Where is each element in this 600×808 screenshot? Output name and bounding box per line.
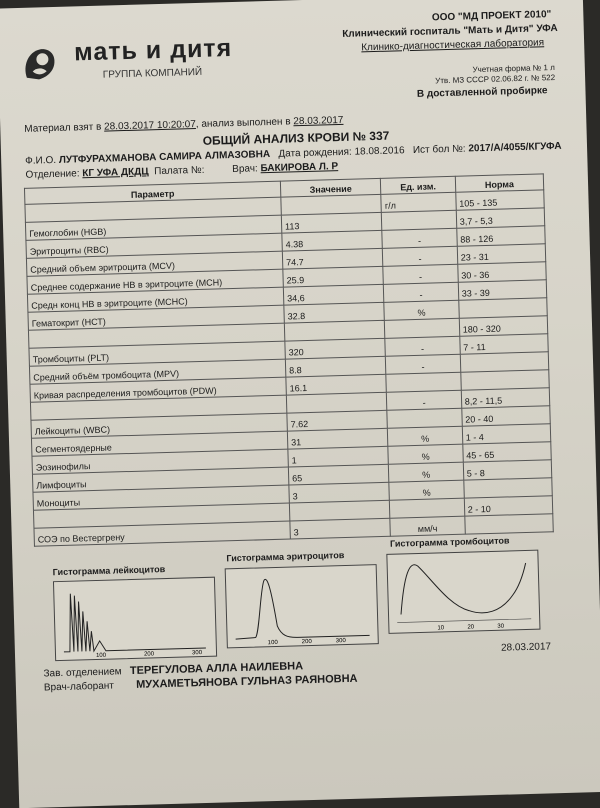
brand-subtitle: ГРУППА КОМПАНИЙ [102, 66, 203, 81]
birth-date: 18.08.2016 [354, 145, 405, 158]
value-cell: 3 [290, 518, 391, 539]
value-cell: 3 [289, 482, 390, 503]
plt-histogram-title: Гистограмма тромбоцитов [389, 535, 510, 549]
parameter-cell: Средн конц НВ в эритроците (МСНС) [27, 287, 283, 312]
material-taken-date: 28.03.2017 10:20:07 [103, 119, 196, 133]
wbc-tick-3: 300 [191, 650, 203, 657]
parameter-cell: Тромбоциты (PLT) [29, 341, 285, 366]
wbc-histogram [53, 577, 217, 661]
value-cell: 1 [288, 446, 389, 467]
unit-cell: % [388, 426, 463, 446]
unit-cell [387, 408, 462, 428]
wbc-tick-1: 100 [95, 652, 107, 660]
unit-cell [385, 318, 460, 338]
norm-cell: 105 - 135 [455, 190, 544, 210]
unit-cell: мм/ч [390, 516, 465, 536]
unit-cell: - [383, 246, 458, 266]
department-line: Отделение: КГ УФА ДКДЦ Палата №: Врач: БАКИРОВА Л. Р [25, 161, 339, 181]
value-cell: 74.7 [282, 248, 383, 269]
head-name: ТЕРЕГУЛОВА АЛЛА НАИЛЕВНА [129, 660, 304, 678]
patient-name: ЛУТФУРАХМАНОВА САМИРА АЛМАЗОВНА [58, 148, 271, 166]
unit-cell: - [384, 282, 459, 302]
parameter-cell: Моноциты [33, 485, 289, 510]
form-number: Учетная форма № 1 л [472, 62, 555, 75]
value-cell: 32.8 [284, 302, 385, 323]
norm-cell: 8,2 - 11,5 [461, 388, 550, 408]
doctor-name: БАКИРОВА Л. Р [260, 161, 339, 175]
norm-cell [465, 514, 554, 534]
value-cell: 31 [287, 428, 388, 449]
parameter-cell: Среднее содержание НВ в эритроците (МСН) [27, 269, 283, 294]
rbc-histogram-title: Гистограмма эритроцитов [226, 550, 345, 564]
norm-cell: 5 - 8 [463, 460, 552, 480]
unit-cell: % [389, 462, 464, 482]
norm-cell: 30 - 36 [457, 262, 546, 282]
rbc-tick-3: 300 [335, 638, 346, 645]
unit-cell: % [389, 480, 464, 500]
norm-cell: 33 - 39 [458, 280, 547, 300]
parameter-cell: Эозинофилы [32, 449, 288, 474]
value-cell: 25.9 [283, 266, 384, 287]
unit-cell [382, 210, 457, 230]
rbc-tick-1: 100 [267, 639, 278, 647]
parameter-cell: Лимфоциты [32, 467, 288, 492]
value-cell: 7.62 [287, 410, 388, 431]
unit-cell: - [386, 354, 461, 374]
unit-cell: г/л [381, 192, 456, 212]
wbc-histogram-title: Гистограмма лейкоцитов [52, 564, 166, 578]
report-date: 28.03.2017 [500, 641, 552, 654]
plt-tick-1: 10 [437, 625, 445, 632]
parameter-cell: Средний объём тромбоцита (MPV) [29, 359, 285, 384]
rbc-histogram [225, 564, 379, 648]
unit-cell: % [388, 444, 463, 464]
org-lab: Клинико-диагностическая лаборатория [361, 37, 545, 54]
header-norm: Норма [455, 174, 544, 192]
plt-histogram [386, 550, 540, 634]
value-cell: 113 [281, 212, 382, 233]
norm-cell: 2 - 10 [464, 496, 553, 516]
value-cell: 4.38 [282, 230, 383, 251]
unit-cell [390, 498, 465, 518]
parameter-cell: Эритроциты (RBC) [26, 233, 282, 258]
department: КГ УФА ДКДЦ [82, 166, 149, 180]
parameter-cell: Кривая распределения тромбоцитов (PDW) [30, 377, 286, 402]
value-cell: 320 [285, 338, 386, 359]
form-approval: Утв. МЗ СССР 02.06.82 г. № 522 [435, 72, 556, 86]
parameter-cell: Лейкоциты (WBC) [31, 413, 287, 438]
plt-tick-3: 30 [497, 623, 505, 630]
lab-label: Врач-лаборант [43, 680, 115, 694]
rbc-tick-2: 200 [301, 638, 312, 646]
norm-cell: 45 - 65 [463, 442, 552, 462]
norm-cell: 88 - 126 [456, 226, 545, 246]
header-parameter: Параметр [24, 181, 280, 204]
org-hospital: Клинический госпиталь "Мать и Дитя" УФА [342, 22, 558, 40]
norm-cell: 7 - 11 [459, 334, 548, 354]
header-unit: Ед. изм. [381, 176, 456, 194]
lab-name: МУХАМЕТЬЯНОВА ГУЛЬНАЗ РАЯНОВНА [135, 672, 358, 691]
wbc-tick-2: 200 [143, 651, 155, 658]
tube-note: В доставленной пробирке [416, 85, 548, 100]
head-label: Зав. отделением [43, 666, 122, 680]
value-cell: 34,6 [283, 284, 384, 305]
parameter-cell: СОЭ по Вестергрену [34, 521, 290, 546]
norm-cell: 23 - 31 [457, 244, 546, 264]
value-cell: 65 [288, 464, 389, 485]
results-table [24, 173, 554, 549]
unit-cell: - [387, 390, 462, 410]
parameter-cell: Средний объем эритроцита (MCV) [26, 251, 282, 276]
parameter-cell: Сегментоядерные [31, 431, 287, 456]
unit-cell: - [382, 228, 457, 248]
material-line: Материал взят в 28.03.2017 10:20:07, анализ выполнен в 28.03.2017 [24, 114, 344, 135]
unit-cell: - [383, 264, 458, 284]
parameter-cell: Гемоглобин (HGB) [25, 215, 281, 240]
org-name: ООО "МД ПРОЕКТ 2010" [431, 9, 552, 24]
report-title: ОБЩИЙ АНАЛИЗ КРОВИ № 337 [202, 128, 390, 148]
norm-cell: 20 - 40 [462, 406, 551, 426]
unit-cell: % [384, 300, 459, 320]
brand-name: мать и дитя [73, 33, 233, 67]
norm-cell: 180 - 320 [459, 316, 548, 336]
value-cell: 8.8 [285, 356, 386, 377]
header-value: Значение [280, 178, 381, 197]
history-number: 2017/А/4055/КГУФА [468, 140, 562, 155]
norm-cell: 1 - 4 [462, 424, 551, 444]
unit-cell [386, 372, 461, 392]
value-cell: 16.1 [286, 374, 387, 395]
patient-line: Ф.И.О. ЛУТФУРАХМАНОВА САМИРА АЛМАЗОВНА Дата рождения: 18.08.2016 Ист бол №: 2017/А/4055/КГУФА [25, 140, 562, 167]
mother-child-logo-icon [18, 41, 63, 86]
parameter-cell: Гематокрит (НСТ) [28, 305, 284, 330]
analysis-done-date: 28.03.2017 [293, 114, 344, 128]
norm-cell: 3,7 - 5,3 [456, 208, 545, 228]
plt-tick-2: 20 [467, 624, 475, 631]
unit-cell: - [385, 336, 460, 356]
